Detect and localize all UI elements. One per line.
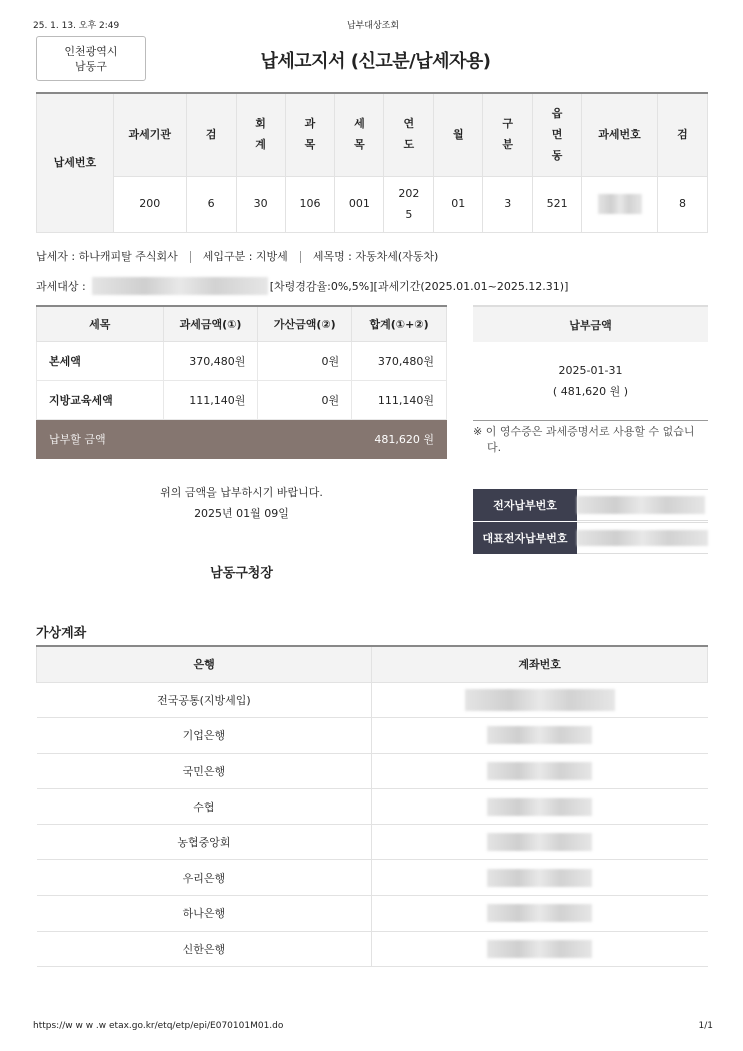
account-number-redacted bbox=[372, 718, 708, 754]
col-tax-item: 세목 bbox=[37, 306, 164, 341]
print-page-title: 납부대상조회 bbox=[346, 21, 400, 31]
page-url: https://w w w .w etax.go.kr/etq/etp/epi/E070101M01.do bbox=[33, 1021, 284, 1031]
bank-name: 수협 bbox=[37, 789, 372, 825]
table-row bbox=[37, 380, 447, 419]
bank-name: 전국공통(지방세입) bbox=[37, 682, 372, 718]
virtual-account-title: 가상계좌 bbox=[36, 626, 87, 641]
col-check-2: 검 bbox=[658, 93, 708, 176]
row-tax-amount: 111,140원 bbox=[163, 380, 258, 419]
row-additional-amount: 0원 bbox=[258, 380, 352, 419]
col-tax-item: 세목 bbox=[335, 93, 384, 176]
e-payment-number-label: 전자납부번호 bbox=[473, 489, 577, 521]
col-bank: 은행 bbox=[37, 646, 372, 682]
payment-value bbox=[473, 342, 708, 421]
signer: 남동구청장 bbox=[210, 566, 273, 581]
page-number: 1/1 bbox=[698, 1021, 713, 1031]
val-tax-item: 001 bbox=[335, 176, 384, 232]
table-row bbox=[37, 341, 447, 380]
total-label: 납부할 금액 bbox=[37, 419, 164, 458]
row-label: 지방교육세액 bbox=[37, 380, 164, 419]
document-title: 납세고지서 (신고분/납세자용) bbox=[260, 51, 491, 72]
divider bbox=[190, 251, 191, 263]
table-row bbox=[37, 789, 708, 825]
table-row bbox=[37, 753, 708, 789]
payment-box bbox=[473, 305, 708, 421]
val-account: 30 bbox=[236, 176, 285, 232]
row-tax-amount: 370,480원 bbox=[163, 341, 258, 380]
payment-header: 납부금액 bbox=[473, 307, 708, 342]
col-tax-serial: 과세번호 bbox=[582, 93, 658, 176]
col-month: 월 bbox=[434, 93, 483, 176]
taxpayer-name: 납세자 : 하나캐피탈 주식회사 bbox=[36, 250, 178, 263]
target-label: 과세대상 : bbox=[36, 280, 86, 293]
row-additional-amount: 0원 bbox=[258, 341, 352, 380]
account-number-redacted bbox=[372, 789, 708, 825]
account-number-redacted bbox=[372, 824, 708, 860]
tax-number-row-header: 납세번호 bbox=[37, 93, 114, 232]
issuer-district: 남동구 bbox=[75, 59, 107, 73]
account-number-redacted bbox=[372, 753, 708, 789]
revenue-type: 세입구분 : 지방세 bbox=[202, 250, 288, 263]
val-tax-serial-redacted bbox=[582, 176, 658, 232]
table-row bbox=[37, 718, 708, 754]
rep-e-payment-number-value bbox=[577, 522, 708, 554]
print-header bbox=[33, 18, 713, 32]
val-category: 3 bbox=[483, 176, 533, 232]
col-tax-amount: 과세금액(①) bbox=[163, 306, 258, 341]
payment-amount: ( 481,620 원 ) bbox=[552, 385, 629, 398]
receipt-notice: ※ 이 영수증은 과세증명서로 사용할 수 없습니다. bbox=[473, 425, 695, 454]
col-additional-amount: 가산금액(②) bbox=[258, 306, 352, 341]
bank-name: 우리은행 bbox=[37, 860, 372, 896]
account-number-redacted bbox=[372, 682, 708, 718]
taxpayer-info bbox=[36, 248, 438, 264]
val-month: 01 bbox=[434, 176, 483, 232]
row-sum: 111,140원 bbox=[352, 380, 447, 419]
row-sum: 370,480원 bbox=[352, 341, 447, 380]
virtual-account-table bbox=[36, 645, 708, 967]
target-redacted bbox=[92, 277, 268, 295]
bank-name: 하나은행 bbox=[37, 896, 372, 932]
col-subject: 과목 bbox=[285, 93, 335, 176]
table-row bbox=[37, 824, 708, 860]
account-number-redacted bbox=[372, 896, 708, 932]
tax-number-table bbox=[36, 92, 708, 233]
e-payment-number-value bbox=[577, 489, 708, 521]
account-number-redacted bbox=[372, 860, 708, 896]
col-account-number: 계좌번호 bbox=[372, 646, 708, 682]
bank-name: 농협중앙회 bbox=[37, 824, 372, 860]
table-row bbox=[37, 682, 708, 718]
bank-name: 신한은행 bbox=[37, 931, 372, 967]
e-payment-number bbox=[473, 489, 708, 521]
rep-e-payment-number-label: 대표전자납부번호 bbox=[473, 522, 577, 554]
val-check-2: 8 bbox=[658, 176, 708, 232]
val-subject: 106 bbox=[285, 176, 335, 232]
val-tax-office: 200 bbox=[113, 176, 186, 232]
col-check-1: 검 bbox=[186, 93, 236, 176]
col-tax-office: 과세기관 bbox=[113, 93, 186, 176]
col-year: 연도 bbox=[384, 93, 434, 176]
rep-e-payment-number bbox=[473, 522, 708, 554]
row-label: 본세액 bbox=[37, 341, 164, 380]
col-town: 읍면동 bbox=[533, 93, 582, 176]
account-number-redacted bbox=[372, 931, 708, 967]
request-text: 위의 금액을 납부하시기 바랍니다. bbox=[160, 486, 323, 499]
issuer-city: 인천광역시 bbox=[64, 44, 118, 58]
due-date: 2025-01-31 bbox=[558, 364, 623, 377]
print-datetime: 25. 1. 13. 오후 2:49 bbox=[33, 21, 120, 31]
bank-name: 기업은행 bbox=[37, 718, 372, 754]
table-row bbox=[37, 860, 708, 896]
val-town: 521 bbox=[533, 176, 582, 232]
table-row bbox=[37, 931, 708, 967]
tax-item-name: 세목명 : 자동차세(자동차) bbox=[312, 250, 439, 263]
issue-date: 2025년 01월 09일 bbox=[194, 507, 289, 520]
divider bbox=[300, 251, 301, 263]
val-year: 2025 bbox=[384, 176, 434, 232]
val-check-1: 6 bbox=[186, 176, 236, 232]
bank-name: 국민은행 bbox=[37, 753, 372, 789]
target-detail: [차령경감율:0%,5%][과세기간(2025.01.01~2025.12.31)] bbox=[269, 280, 569, 293]
payment-request bbox=[36, 482, 447, 524]
total-row bbox=[37, 419, 447, 458]
taxation-target bbox=[36, 277, 568, 295]
col-sum: 합계(①+②) bbox=[352, 306, 447, 341]
print-footer bbox=[33, 1021, 713, 1033]
col-category: 구분 bbox=[483, 93, 533, 176]
total-value: 481,620 원 bbox=[163, 419, 446, 458]
amount-table bbox=[36, 305, 447, 459]
col-account: 회계 bbox=[236, 93, 285, 176]
table-row bbox=[37, 896, 708, 932]
